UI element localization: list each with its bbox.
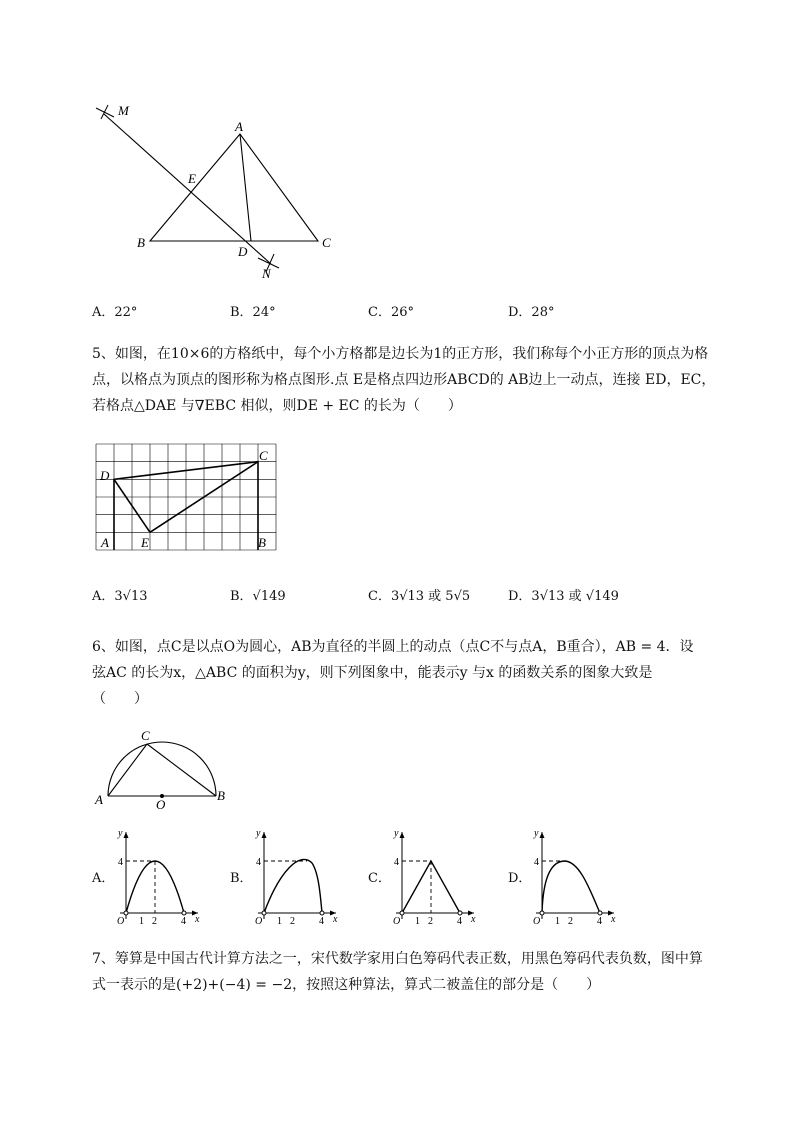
q6-option-c-label[interactable]: C． <box>368 871 391 886</box>
svg-text:1: 1 <box>277 916 282 927</box>
q6-option-b-label[interactable]: B． <box>230 871 253 886</box>
label-d: D <box>100 468 110 483</box>
svg-text:4: 4 <box>181 916 186 927</box>
label-e: E <box>141 535 149 550</box>
q4-option-c[interactable]: C．26° <box>368 305 414 320</box>
label-d: D <box>238 244 248 259</box>
label-c: C <box>322 235 331 250</box>
label-b: B <box>217 788 225 803</box>
q6-option-c-graph[interactable] <box>390 826 485 926</box>
svg-text:O: O <box>117 916 125 927</box>
q6-option-a-graph[interactable] <box>114 826 209 926</box>
q6-option-d-label[interactable]: D． <box>508 871 532 886</box>
label-n: N <box>262 266 271 281</box>
svg-text:2: 2 <box>428 916 433 927</box>
svg-text:2: 2 <box>290 916 295 927</box>
curve <box>542 861 600 913</box>
label-o: O <box>156 797 166 812</box>
semicircle-arc <box>108 742 216 796</box>
svg-text:4: 4 <box>457 916 462 927</box>
q6-text-line-3: （ ） <box>92 691 148 707</box>
q5-text-line-3: 若格点△DAE 与∇EBC 相似，则DE + EC 的长为（ ） <box>92 398 462 414</box>
q4-option-a[interactable]: A．22° <box>92 305 138 320</box>
q7-text-line-1: 7、筹算是中国古代计算方法之一，宋代数学家用白色筹码代表正数，用黑色筹码代表负数，图中算 <box>92 951 703 967</box>
q5-option-d[interactable]: D．3√13 或 √149 <box>508 589 619 604</box>
chord-ac <box>108 744 147 796</box>
label-c: C <box>259 448 268 463</box>
svg-text:4: 4 <box>394 857 399 868</box>
q5-option-a[interactable]: A．3√13 <box>92 589 148 604</box>
label-a: A <box>95 792 103 807</box>
svg-text:O: O <box>533 916 541 927</box>
q5-text-line-2: 点，以格点为顶点的图形称为格点图形.点 E是格点四边形ABCD的 AB边上一动点，连接 ED，EC， <box>92 372 716 388</box>
q4-triangle-figure <box>90 95 331 285</box>
q6-option-b-graph[interactable] <box>252 826 347 926</box>
chord-cb <box>147 744 216 796</box>
svg-text:y: y <box>394 828 399 839</box>
label-a: A <box>235 119 243 134</box>
q5-grid-figure <box>94 440 279 555</box>
svg-text:1: 1 <box>139 916 144 927</box>
q6-semicircle-figure <box>92 725 237 810</box>
triangle-abc <box>150 134 318 241</box>
label-e: E <box>188 171 196 186</box>
svg-text:x: x <box>333 914 338 925</box>
svg-text:1: 1 <box>555 916 560 927</box>
q6-option-a-label[interactable]: A． <box>92 871 115 886</box>
label-a: A <box>101 535 109 550</box>
arc-mark-m-1 <box>96 108 114 117</box>
svg-text:x: x <box>611 914 616 925</box>
svg-text:4: 4 <box>534 857 539 868</box>
svg-text:O: O <box>393 916 401 927</box>
label-c: C <box>141 728 150 743</box>
q7-text-line-2: 式一表示的是(+2)+(−4) = −2，按照这种算法，算式二被盖住的部分是（ ） <box>92 977 601 993</box>
svg-text:4: 4 <box>256 857 261 868</box>
curve <box>264 859 322 913</box>
svg-text:4: 4 <box>118 857 123 868</box>
svg-text:y: y <box>118 828 123 839</box>
svg-text:y: y <box>256 828 261 839</box>
segment-ad <box>240 134 251 241</box>
svg-text:2: 2 <box>152 916 157 927</box>
svg-text:x: x <box>195 914 200 925</box>
q5-option-c[interactable]: C．3√13 或 5√5 <box>368 589 471 604</box>
label-m: M <box>118 103 129 118</box>
svg-text:4: 4 <box>319 916 324 927</box>
q4-option-b[interactable]: B．24° <box>230 305 276 320</box>
q4-option-d[interactable]: D．28° <box>508 305 555 320</box>
q5-option-b[interactable]: B．√149 <box>230 589 286 604</box>
svg-text:4: 4 <box>597 916 602 927</box>
svg-text:O: O <box>255 916 263 927</box>
q6-text-line-2: 弦AC 的长为x，△ABC 的面积为y，则下列图象中，能表示y 与x 的函数关系的图象大致是 <box>92 665 653 681</box>
svg-text:x: x <box>471 914 476 925</box>
svg-text:1: 1 <box>415 916 420 927</box>
grid-lines <box>96 444 276 550</box>
label-b: B <box>258 535 266 550</box>
svg-text:y: y <box>534 828 539 839</box>
q6-option-d-graph[interactable] <box>530 826 625 926</box>
label-b: B <box>137 235 145 250</box>
q6-text-line-1: 6、如图，点C是以点O为圆心，AB为直径的半圆上的动点（点C不与点A，B重合），AB = 4．设 <box>92 639 694 655</box>
q5-text-line-1: 5、如图，在10×6的方格纸中，每个小方格都是边长为1的正方形，我们称每个小正方形的顶点为格 <box>92 346 709 362</box>
svg-text:2: 2 <box>568 916 573 927</box>
